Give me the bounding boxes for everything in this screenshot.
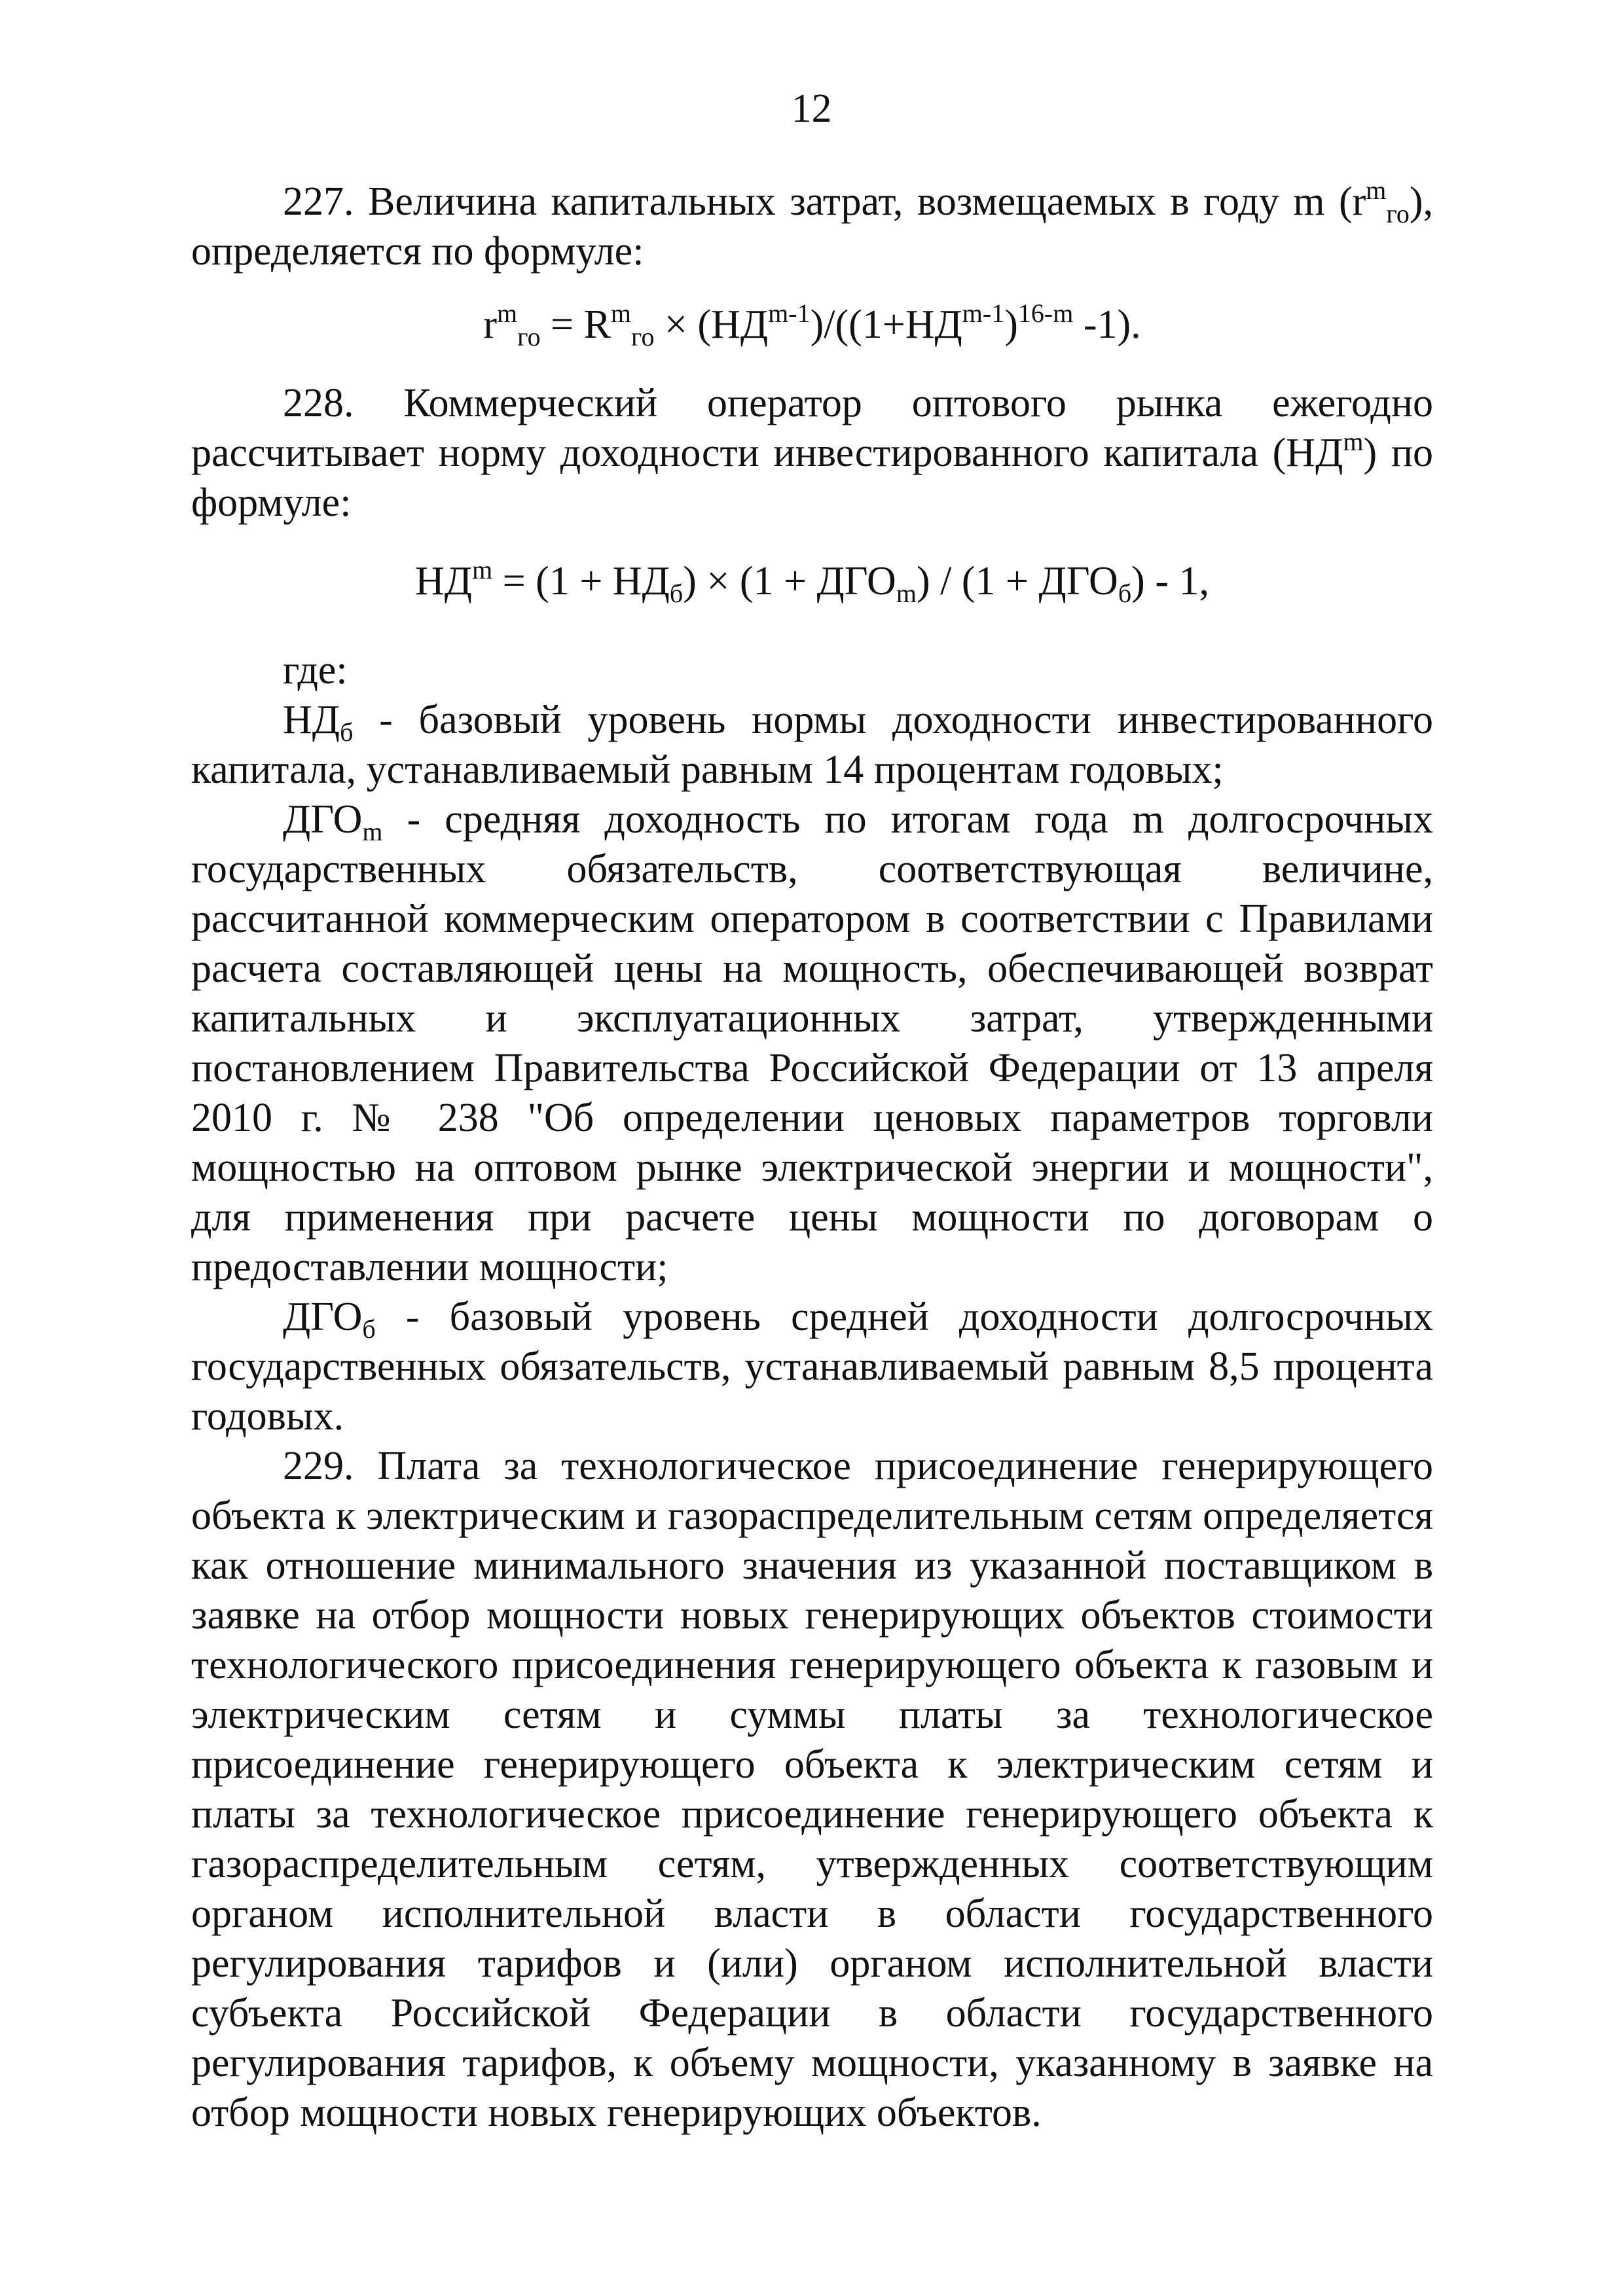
definition-nd-base: $НД_б$ - базовый уровень нормы доходности инвестированного капитала, устанавливаемый равным 14 процентам годовых; — [191, 698, 1433, 792]
definition-dgo-base: $ДГО_б$ - базовый уровень средней доходности долгосрочных государственных обязательств, устанавливаемый равным 8,5 процента годовых. — [191, 1295, 1433, 1439]
where-label: где: — [283, 648, 348, 692]
document-body — [191, 177, 1433, 2138]
paragraph-228: 228. Коммерческий оператор оптового рынка ежегодно рассчитывает норму доходности инвестированного капитала $(НД^m)$ по формуле: — [191, 381, 1434, 525]
paragraph-229: 229. Плата за технологическое присоединение генерирующего объекта к электрическим и газораспределительным сетям определяется как отношение минимального значения из указанной поставщиком в заявке на отбор мощности новых генерирующих объектов стоимости технологического присоединения генерирующего объекта к газовым и электрическим сетям и суммы платы за технологическое присоединение генерирующего объекта к электрическим сетям и платы за технологическое присоединение генерирующего объекта к газораспределительным сетям, утвержденных соответствующим органом исполнительной власти в области государственного регулирования тарифов и (или) органом исполнительной власти субъекта Российской Федерации в области государственного регулирования тарифов, к объему мощности, указанному в заявке на отбор мощности новых генерирующих объектов. — [191, 1444, 1433, 2135]
page-number: 12 — [791, 86, 832, 131]
definition-dgo-m: $ДГО_m$ - средняя доходность по итогам года m долгосрочных государственных обязательств, соответствующая величине, рассчитанной коммерческим оператором в соответствии с Правилами расчета составляющей цены на мощность, обеспечивающей возврат капитальных и эксплуатационных затрат, утвержденными постановлением Правительства Российской Федерации от 13 апреля 2010 г. № 238 "Об определении ценовых параметров торговли мощностью на оптовом рынке электрической энергии и мощности", для применения при расчете цены мощности по договорам о предоставлении мощности; — [191, 797, 1433, 1289]
formula-return-rate: $НД^m = (1 + НД_б) \times (1 + ДГО_m) / (1 + ДГО_б) - 1$, — [415, 555, 1209, 608]
formula-capital-costs: $r^m_{го} = R^m_{го} \times (НД^{m-1})/((1+НД^{m-1})^{16-m}$ -1). — [483, 298, 1141, 351]
paragraph-227: 227. Величина капитальных затрат, возмещаемых в году m $(r^m_{го})$, определяется по формуле: — [191, 175, 1433, 274]
